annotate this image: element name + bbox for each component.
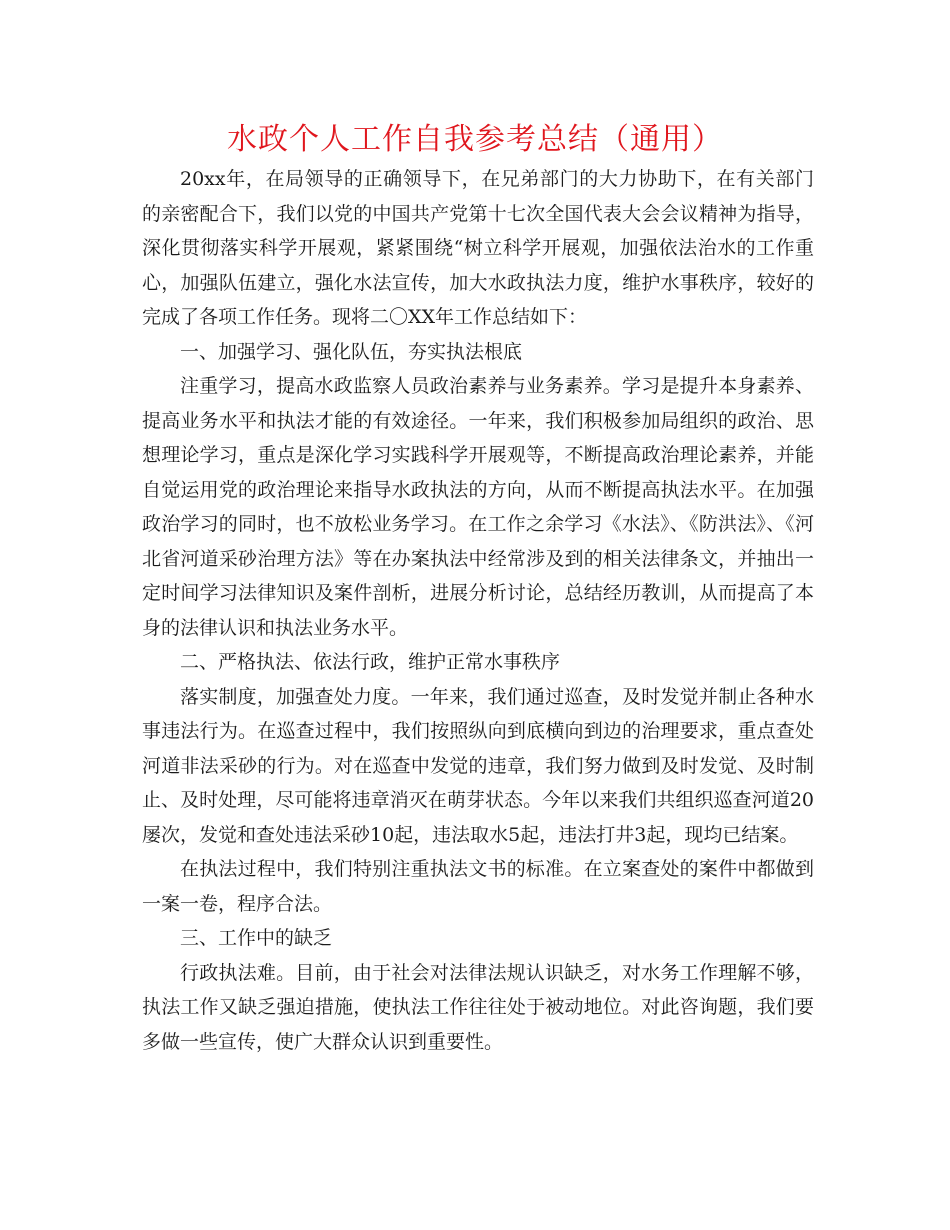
paragraph-documents: 在执法过程中，我们特别注重执法文书的标准。在立案查处的案件中都做到一案一卷，程序合法。 <box>142 858 814 915</box>
paragraph-intro: 20xx年，在局领导的正确领导下，在兄弟部门的大力协助下，在有关部门的亲密配合下，我们以党的中国共产党第十七次全国代表大会会议精神为指导，深化贯彻落实科学开展观，紧紧围绕“树立科学开展观，加强依法治水的工作重心，加强队伍建立，强化水法宣传，加大水政执法力度，维护水事秩序，较好的完成了各项工作任务。现将二〇XX年工作总结如下： <box>142 168 814 328</box>
paragraph-study: 注重学习，提高水政监察人员政治素养与业务素养。学习是提升本身素养、提高业务水平和执法才能的有效途径。一年来，我们积极参加局组织的政治、思想理论学习，重点是深化学习实践科学开展观等，不断提高政治理论素养，并能自觉运用党的政治理论来指导水政执法的方向，从而不断提高执法水平。在加强政治学习的同时，也不放松业务学习。在工作之余学习《水法》、《防洪法》、《河北省河道采砂治理方法》等在办案执法中经常涉及到的相关法律条文，并抽出一定时间学习法律知识及案件剖析，进展分析讨论，总结经历教训，从而提高了本身的法律认识和执法业务水平。 <box>142 375 814 639</box>
paragraph-shortcomings: 行政执法难。目前，由于社会对法律法规认识缺乏，对水务工作理解不够，执法工作又缺乏强迫措施，使执法工作往往处于被动地位。对此咨询题，我们要多做一些宣传，使广大群众认识到重要性。 <box>142 961 814 1053</box>
paragraph-enforcement: 落实制度，加强查处力度。一年来，我们通过巡查，及时发觉并制止各种水事违法行为。在巡查过程中，我们按照纵向到底横向到边的治理要求，重点查处河道非法采砂的行为。对在巡查中发觉的违章，我们努力做到及时发觉、及时制止、及时处理，尽可能将违章消灭在萌芽状态。今年以来我们共组织巡查河道20屡次，发觉和查处违法采砂10起，违法取水5起，违法打井3起，现均已结案。 <box>142 685 814 846</box>
section-heading-2: 二、严格执法、依法行政，维护正常水事秩序 <box>180 651 561 673</box>
section-heading-1: 一、加强学习、强化队伍，夯实执法根底 <box>180 340 523 363</box>
document-body <box>142 162 814 1059</box>
section-heading-3: 三、工作中的缺乏 <box>180 927 333 949</box>
document-title: 水政个人工作自我参考总结（通用） <box>227 122 723 157</box>
